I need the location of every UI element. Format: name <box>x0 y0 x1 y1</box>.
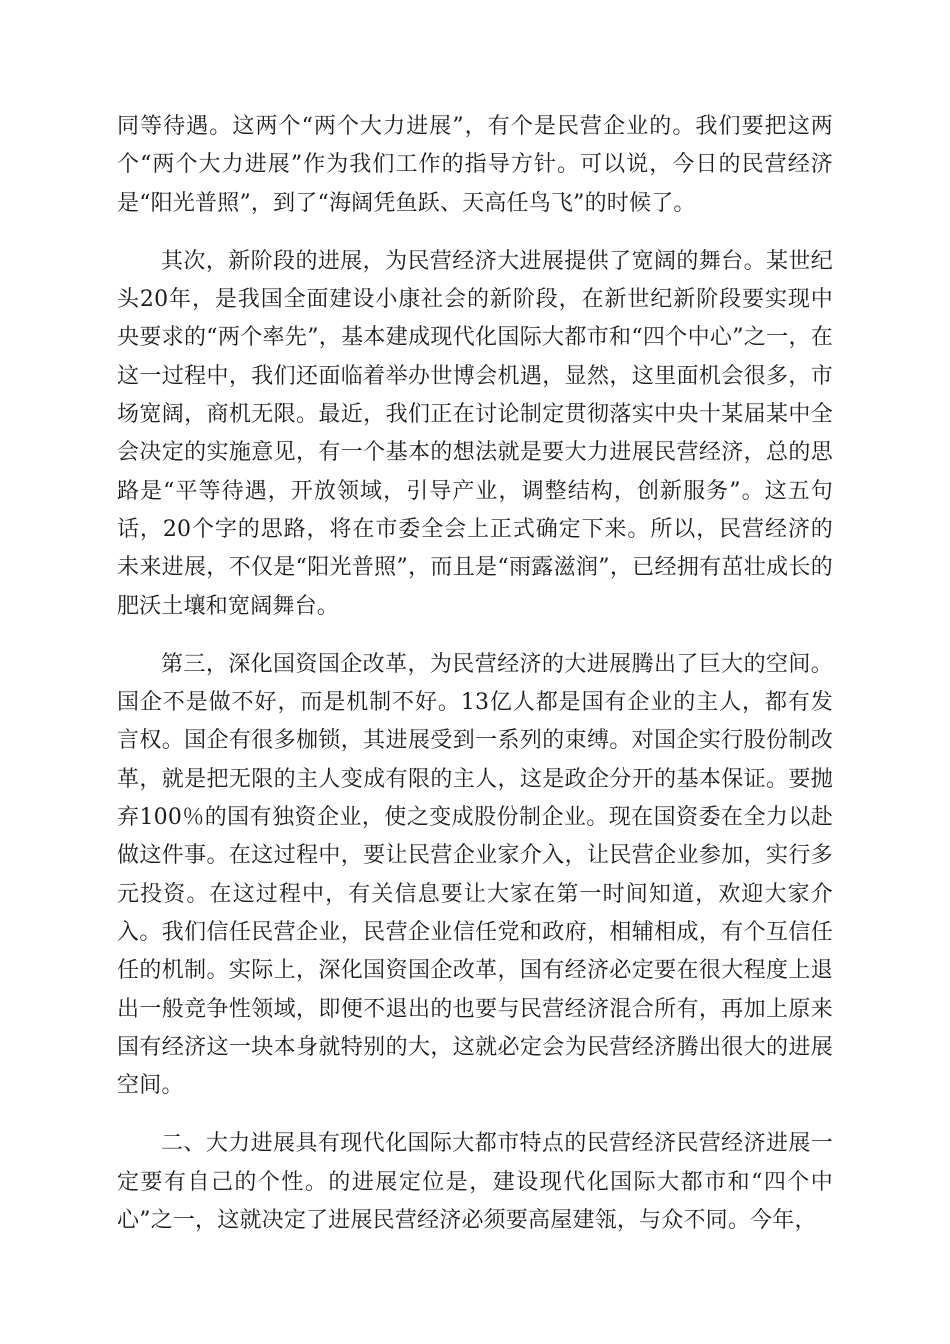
document-body <box>117 108 833 1260</box>
paragraph-new-stage: 其次，新阶段的进展，为民营经济大进展提供了宽阔的舞台。某世纪头20年，是我国全面建设小康社会的新阶段，在新世纪新阶段要实现中央要求的“两个率先”，基本建成现代化国际大都市和“四个中心”之一，在这一过程中，我们还面临着举办世博会机遇，显然，这里面机会很多，市场宽阔，商机无限。最近，我们正在讨论制定贯彻落实中央十某届某中全会决定的实施意见，有一个基本的想法就是要大力进展民营经济，总的思路是“平等待遇，开放领域，引导产业，调整结构，创新服务”。这五句话，20个字的思路，将在市委全会上正式确定下来。所以，民营经济的未来进展，不仅是“阳光普照”，而且是“雨露滋润”，已经拥有茁壮成长的肥沃土壤和宽阔舞台。 <box>117 248 833 619</box>
paragraph-continuation: 同等待遇。这两个“两个大力进展”，有个是民营企业的。我们要把这两个“两个大力进展”作为我们工作的指导方针。可以说，今日的民营经济是“阳光普照”，到了“海阔凭鱼跃、天高任鸟飞”的时候了。 <box>117 114 833 216</box>
paragraph-section-two: 二、大力进展具有现代化国际大都市特点的民营经济民营经济进展一定要有自己的个性。的进展定位是，建设现代化国际大都市和“四个中心”之一，这就决定了进展民营经济必须要高屋建瓴，与众不同。今年， <box>117 1131 833 1234</box>
paragraph-soe-reform: 第三，深化国资国企改革，为民营经济的大进展腾出了巨大的空间。国企不是做不好，而是机制不好。13亿人都是国有企业的主人，都有发言权。国企有很多枷锁，其进展受到一系列的束缚。对国企实行股份制改革，就是把无限的主人变成有限的主人，这是政企分开的基本保证。要抛弃100％的国有独资企业，使之变成股份制企业。现在国资委在全力以赴做这件事。在这过程中，要让民营企业家介入，让民营企业参加，实行多元投资。在这过程中，有关信息要让大家在第一时间知道，欢迎大家介入。我们信任民营企业，民营企业信任党和政府，相辅相成，有个互信任任的机制。实际上，深化国资国企改革，国有经济必定要在很大程度上退出一般竞争性领域，即便不退出的也要与民营经济混合所有，再加上原来国有经济这一块本身就特别的大，这就必定会为民营经济腾出很大的进展空间。 <box>117 651 833 1099</box>
